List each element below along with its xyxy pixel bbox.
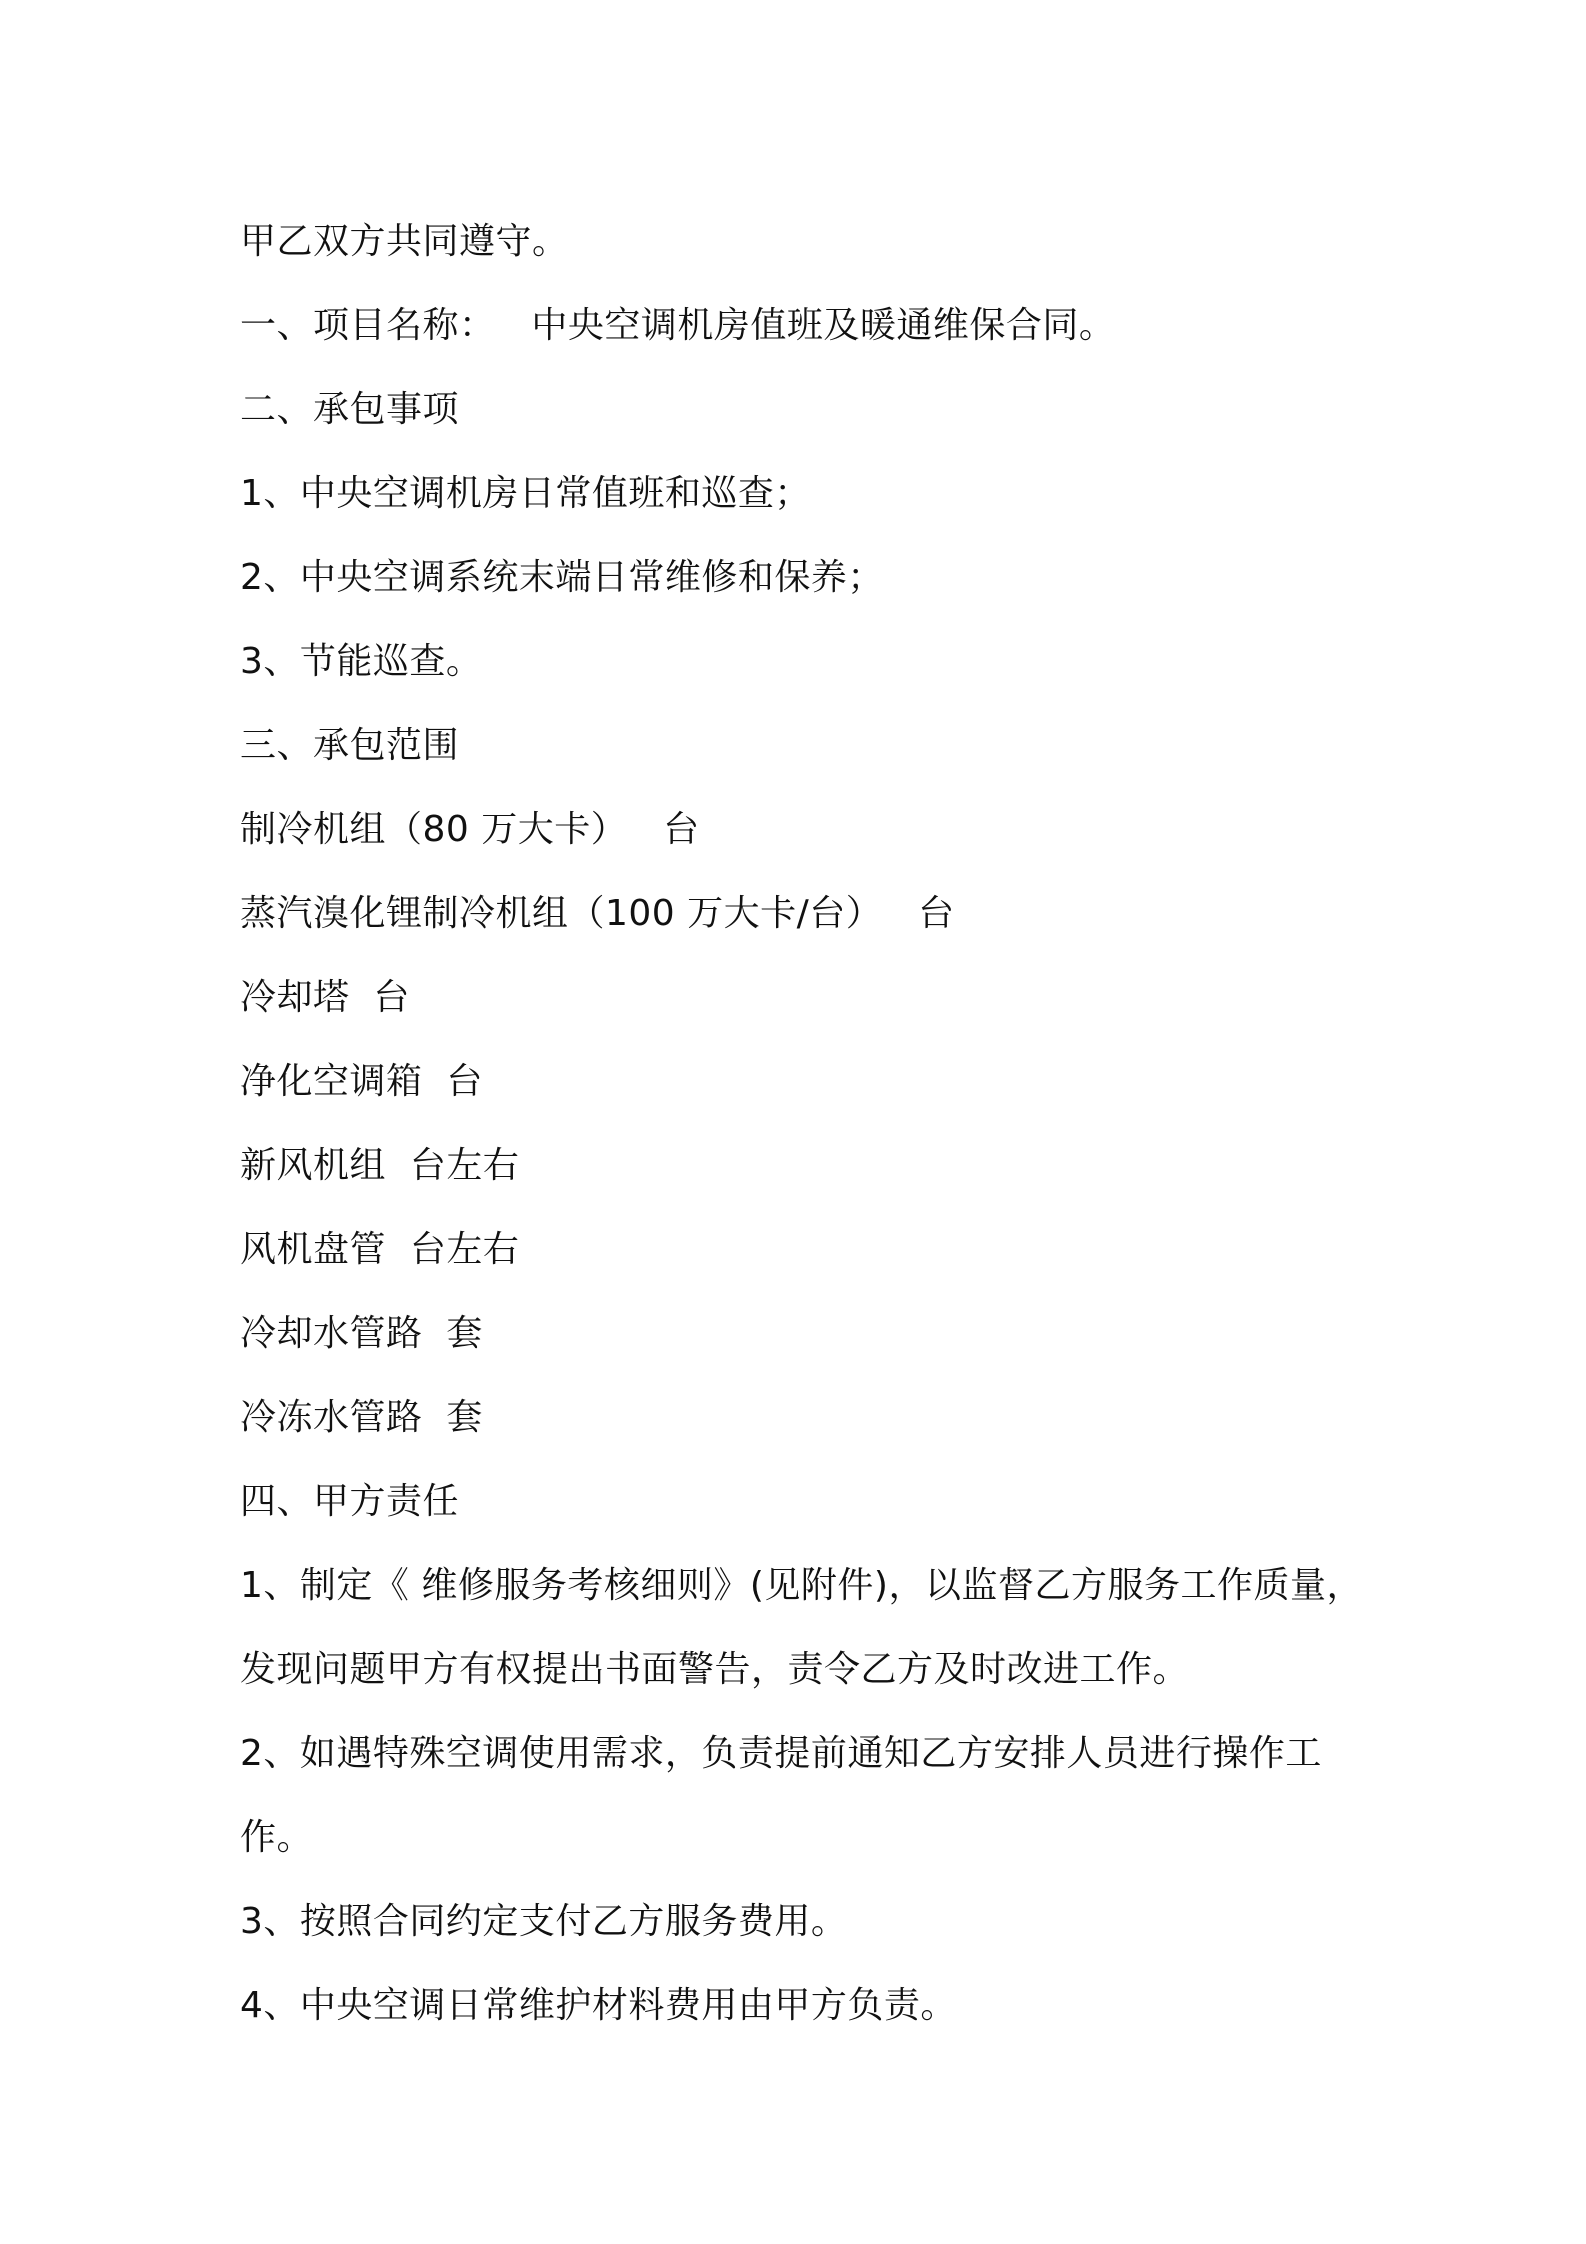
contract-item-3: 3、节能巡查。 — [240, 641, 483, 682]
section-heading-party-a-responsibility: 四、甲方责任 — [240, 1481, 460, 1522]
document-body — [240, 200, 1370, 2048]
scope-item-lithium-bromide-chiller: 蒸汽溴化锂制冷机组（100 万大卡/台） 台 — [240, 893, 955, 934]
responsibility-2-line-1: 2、如遇特殊空调使用需求，负责提前通知乙方安排人员进行操作工 — [240, 1733, 1322, 1774]
section-heading-contract-items: 二、承包事项 — [240, 389, 460, 430]
responsibility-1-line-2: 发现问题甲方有权提出书面警告，责令乙方及时改进工作。 — [240, 1649, 1190, 1690]
scope-item-fan-coil: 风机盘管 台左右 — [240, 1229, 520, 1270]
scope-item-cooling-water-pipe: 冷却水管路 套 — [240, 1313, 483, 1354]
contract-item-2: 2、中央空调系统末端日常维修和保养； — [240, 557, 884, 598]
scope-item-chiller: 制冷机组（80 万大卡） 台 — [240, 809, 700, 850]
responsibility-3: 3、按照合同约定支付乙方服务费用。 — [240, 1901, 848, 1942]
section-heading-scope: 三、承包范围 — [240, 725, 460, 766]
closing-sentence: 甲乙双方共同遵守。 — [240, 221, 569, 262]
scope-item-purification-ahu: 净化空调箱 台 — [240, 1061, 483, 1102]
responsibility-4: 4、中央空调日常维护材料费用由甲方负责。 — [240, 1985, 957, 2026]
contract-item-1: 1、中央空调机房日常值班和巡查； — [240, 473, 811, 514]
project-name-line: 一、项目名称： 中央空调机房值班及暖通维保合同。 — [240, 305, 1116, 346]
scope-item-chilled-water-pipe: 冷冻水管路 套 — [240, 1397, 483, 1438]
responsibility-2-line-2: 作。 — [240, 1817, 314, 1858]
scope-item-cooling-tower: 冷却塔 台 — [240, 977, 410, 1018]
scope-item-fresh-air-unit: 新风机组 台左右 — [240, 1145, 520, 1186]
responsibility-1-line-1: 1、制定《 维修服务考核细则》(见附件)，以监督乙方服务工作质量， — [240, 1565, 1363, 1606]
